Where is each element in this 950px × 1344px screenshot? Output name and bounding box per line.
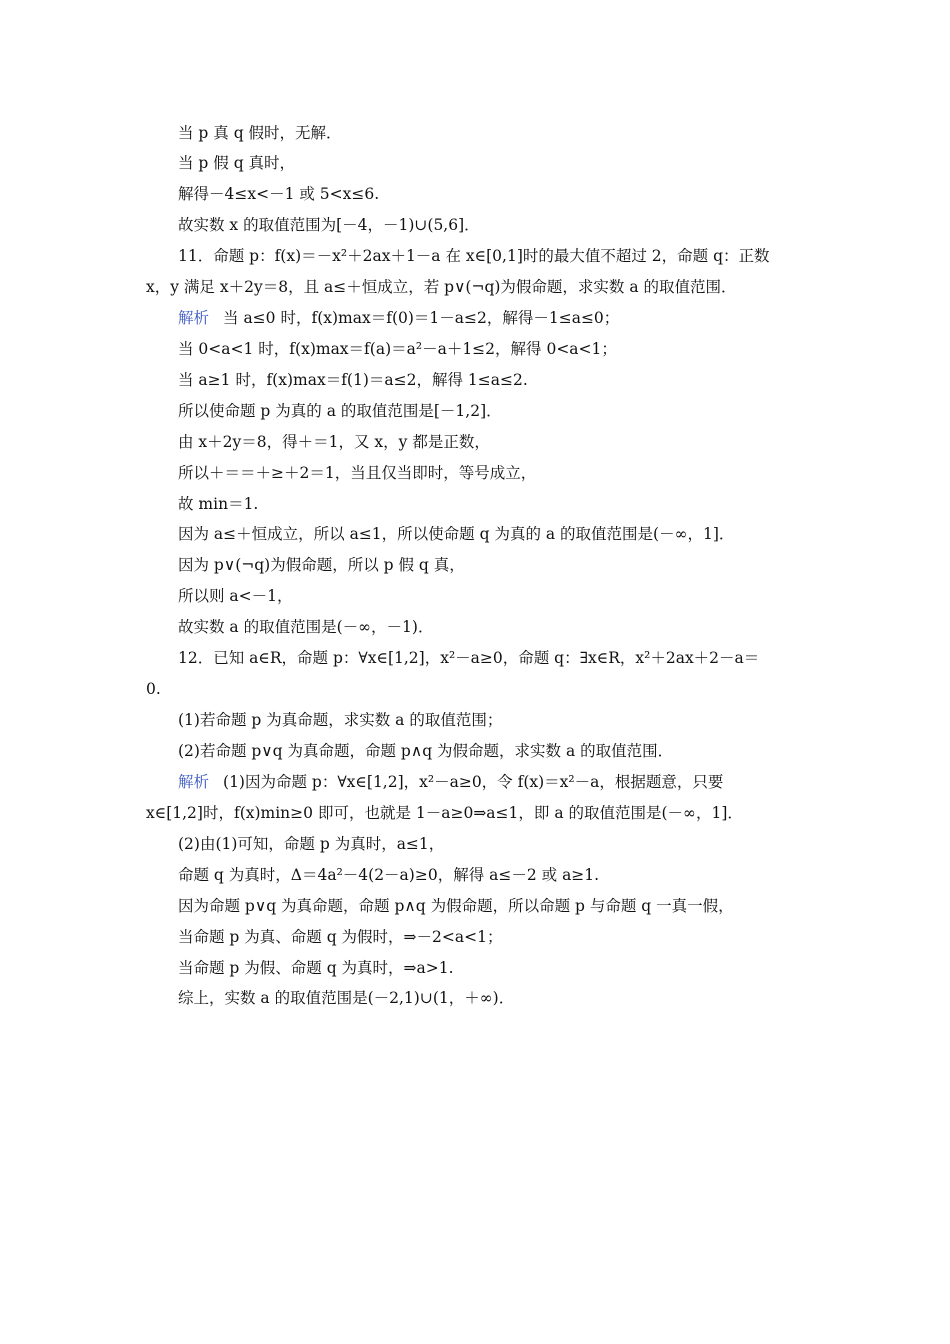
text-line: 当 a≥1 时，f(x)max＝f(1)＝a≤2，解得 1≤a≤2. [178,371,528,389]
text-line: 故实数 a 的取值范围是(－∞，－1)． [178,618,434,636]
text-line: 当 p 假 q 真时， [178,154,296,172]
problem-12-part-1: (1)若命题 p 为真命题，求实数 a 的取值范围； [178,711,503,729]
solution-label: 解析 [178,309,210,327]
text-line: 因为 p∨(¬q)为假命题，所以 p 假 q 真， [178,556,465,574]
solution-label: 解析 [178,773,210,791]
text-line: 当 0<a<1 时，f(x)max＝f(a)＝a²－a＋1≤2，解得 0<a<1； [178,340,617,358]
text-line: 因为 a≤＋恒成立，所以 a≤1，所以使命题 q 为真的 a 的取值范围是(－∞，1]． [178,525,735,543]
text-line: 综上，实数 a 的取值范围是(－2,1)∪(1，＋∞)． [178,989,515,1007]
problem-12-statement-cont: 0. [146,680,161,698]
text-line: 由 x＋2y＝8，得＋＝1，又 x，y 都是正数， [178,433,490,451]
text-line: 故实数 x 的取值范围为[－4，－1)∪(5,6]． [178,216,480,234]
text-line: 当命题 p 为真、命题 q 为假时，⇒－2<a<1； [178,928,503,946]
text-line: 所以＋＝＝＋≥＋2＝1，当且仅当即时，等号成立， [178,464,537,482]
text-line: 命题 q 为真时，Δ＝4a²－4(2－a)≥0，解得 a≤－2 或 a≥1. [178,866,600,884]
problem-11-statement: 11．命题 p：f(x)＝－x²＋2ax＋1－a 在 x∈[0,1]时的最大值不超过 2，命题 q：正数 [178,247,770,265]
solution-11-start: 解析 当 a≤0 时，f(x)max＝f(0)＝1－a≤2，解得－1≤a≤0； [178,309,620,327]
problem-11-statement-cont: x，y 满足 x＋2y＝8，且 a≤＋恒成立，若 p∨(¬q)为假命题，求实数 a 的取值范围． [146,278,737,296]
text-line: (2)由(1)可知，命题 p 为真时，a≤1， [178,835,445,853]
text-line: 所以则 a<－1， [178,587,293,605]
text-line: 解得－4≤x<－1 或 5<x≤6. [178,185,380,203]
text-line: 因为命题 p∨q 为真命题，命题 p∧q 为假命题，所以命题 p 与命题 q 一真一假， [178,897,734,915]
solution-12-start: 解析 (1)因为命题 p：∀x∈[1,2]，x²－a≥0，令 f(x)＝x²－a，根据题意，只要 [178,773,724,791]
text-line: 当 p 真 q 假时，无解． [178,124,342,142]
problem-12-statement: 12．已知 a∈R，命题 p：∀x∈[1,2]，x²－a≥0，命题 q：∃x∈R，x²＋2ax＋2－a＝ [178,649,760,667]
text-line: 当命题 p 为假、命题 q 为真时，⇒a>1. [178,959,454,977]
text-line: 所以使命题 p 为真的 a 的取值范围是[－1,2]． [178,402,502,420]
text-line: 故 min＝1. [178,495,259,513]
text-line: x∈[1,2]时，f(x)min≥0 即可，也就是 1－a≥0⇒a≤1，即 a 的取值范围是(－∞，1]． [146,804,743,822]
problem-12-part-2: (2)若命题 p∨q 为真命题，命题 p∧q 为假命题，求实数 a 的取值范围． [178,742,674,760]
